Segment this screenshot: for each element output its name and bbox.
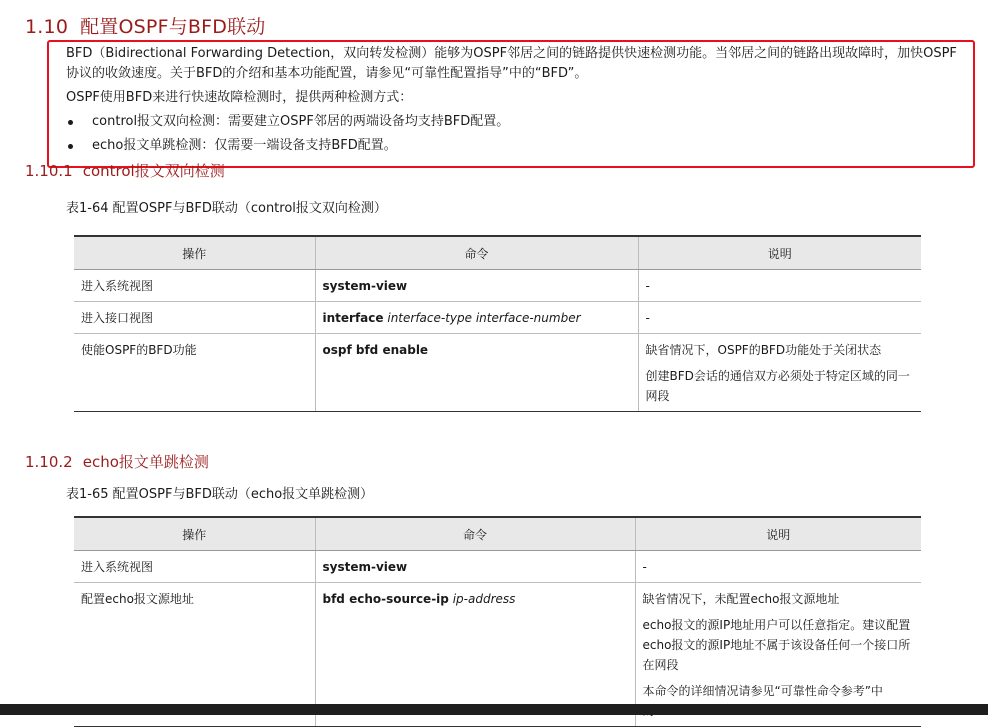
bullet-icon [68,144,73,149]
section-number: 1.10 [25,16,69,38]
description-text: - [645,279,650,293]
cell-command [315,334,638,412]
table-row [74,302,921,334]
list-item [66,112,968,132]
column-header-description: 说明 [638,236,921,270]
cell-operation: 使能OSPF的BFD功能 [74,334,315,412]
description-text: 创建BFD会话的通信双方必须处于特定区域的同一网段 [645,369,910,403]
intro-paragraph-1: BFD（Bidirectional Forwarding Detection，双向转发检测）能够为OSPF邻居之间的链路提供快速检测功能。当邻居之间的链路出现故障时，加快OSPF协议的收敛速度。关于BFD的介绍和基本功能配置，请参见“可靠性配置指导”中的“BFD”。 [66,46,957,81]
cell-operation: 进入系统视图 [74,270,315,302]
config-table-1 [74,235,921,412]
description-text: - [645,311,650,325]
cell-command [315,302,638,334]
bullet-text: echo报文单跳检测：仅需要一端设备支持BFD配置。 [92,138,397,153]
command-argument: interface-type interface-number [387,311,581,325]
description-text: 缺省情况下，未配置echo报文源地址 [642,592,840,606]
description-text: echo报文的源IP地址用户可以任意指定。建议配置echo报文的源IP地址不属于该设备任何一个接口所在网段 [642,618,911,672]
cell-description [635,551,921,583]
cell-operation: 进入系统视图 [74,551,315,583]
subsection-title-1 [25,160,225,181]
subsection-number: 1.10.2 [25,453,73,471]
column-header-operation: 操作 [74,236,315,270]
command-keyword: ospf bfd enable [322,343,429,357]
list-item [66,136,968,156]
table-row [74,270,921,302]
table-caption-1: 表1-64 配置OSPF与BFD联动（control报文双向检测） [66,201,387,216]
subsection-number: 1.10.1 [25,162,73,180]
cell-operation: 进入接口视图 [74,302,315,334]
section-title [25,12,266,39]
table-caption-2: 表1-65 配置OSPF与BFD联动（echo报文单跳检测） [66,487,374,502]
cell-description [638,334,921,412]
table-header-row [74,236,921,270]
table-row [74,551,921,583]
cell-command [315,270,638,302]
bullet-icon [68,120,73,125]
command-keyword: interface [322,311,384,325]
description-text: 本命令的详细情况请参见“可靠性命令参考”中 [642,684,883,698]
intro-bullet-list [66,112,968,156]
intro-block [66,44,968,160]
window-bottom-bar [0,704,988,715]
subsection-title-2 [25,451,209,472]
subsection-title-text: echo报文单跳检测 [82,453,209,471]
cell-command [315,551,635,583]
table-header-row [74,517,921,551]
command-argument: ip-address [452,592,516,606]
command-keyword: system-view [322,560,408,574]
column-header-operation: 操作 [74,517,315,551]
description-text: 缺省情况下，OSPF的BFD功能处于关闭状态 [645,343,882,357]
column-header-command: 命令 [315,517,635,551]
command-keyword: bfd echo-source-ip [322,592,449,606]
description-text: - [642,560,647,574]
column-header-description: 说明 [635,517,921,551]
config-table-2 [74,516,921,727]
column-header-command: 命令 [315,236,638,270]
bullet-text: control报文双向检测：需要建立OSPF邻居的两端设备均支持BFD配置。 [92,114,510,129]
intro-paragraph-2: OSPF使用BFD来进行快速故障检测时，提供两种检测方式： [66,90,413,105]
command-keyword: system-view [322,279,408,293]
table-row [74,334,921,412]
subsection-title-text: control报文双向检测 [82,162,225,180]
section-title-text: 配置OSPF与BFD联动 [80,16,266,38]
cell-operation: 配置echo报文源地址 [74,583,315,727]
cell-description [638,270,921,302]
cell-description [638,302,921,334]
